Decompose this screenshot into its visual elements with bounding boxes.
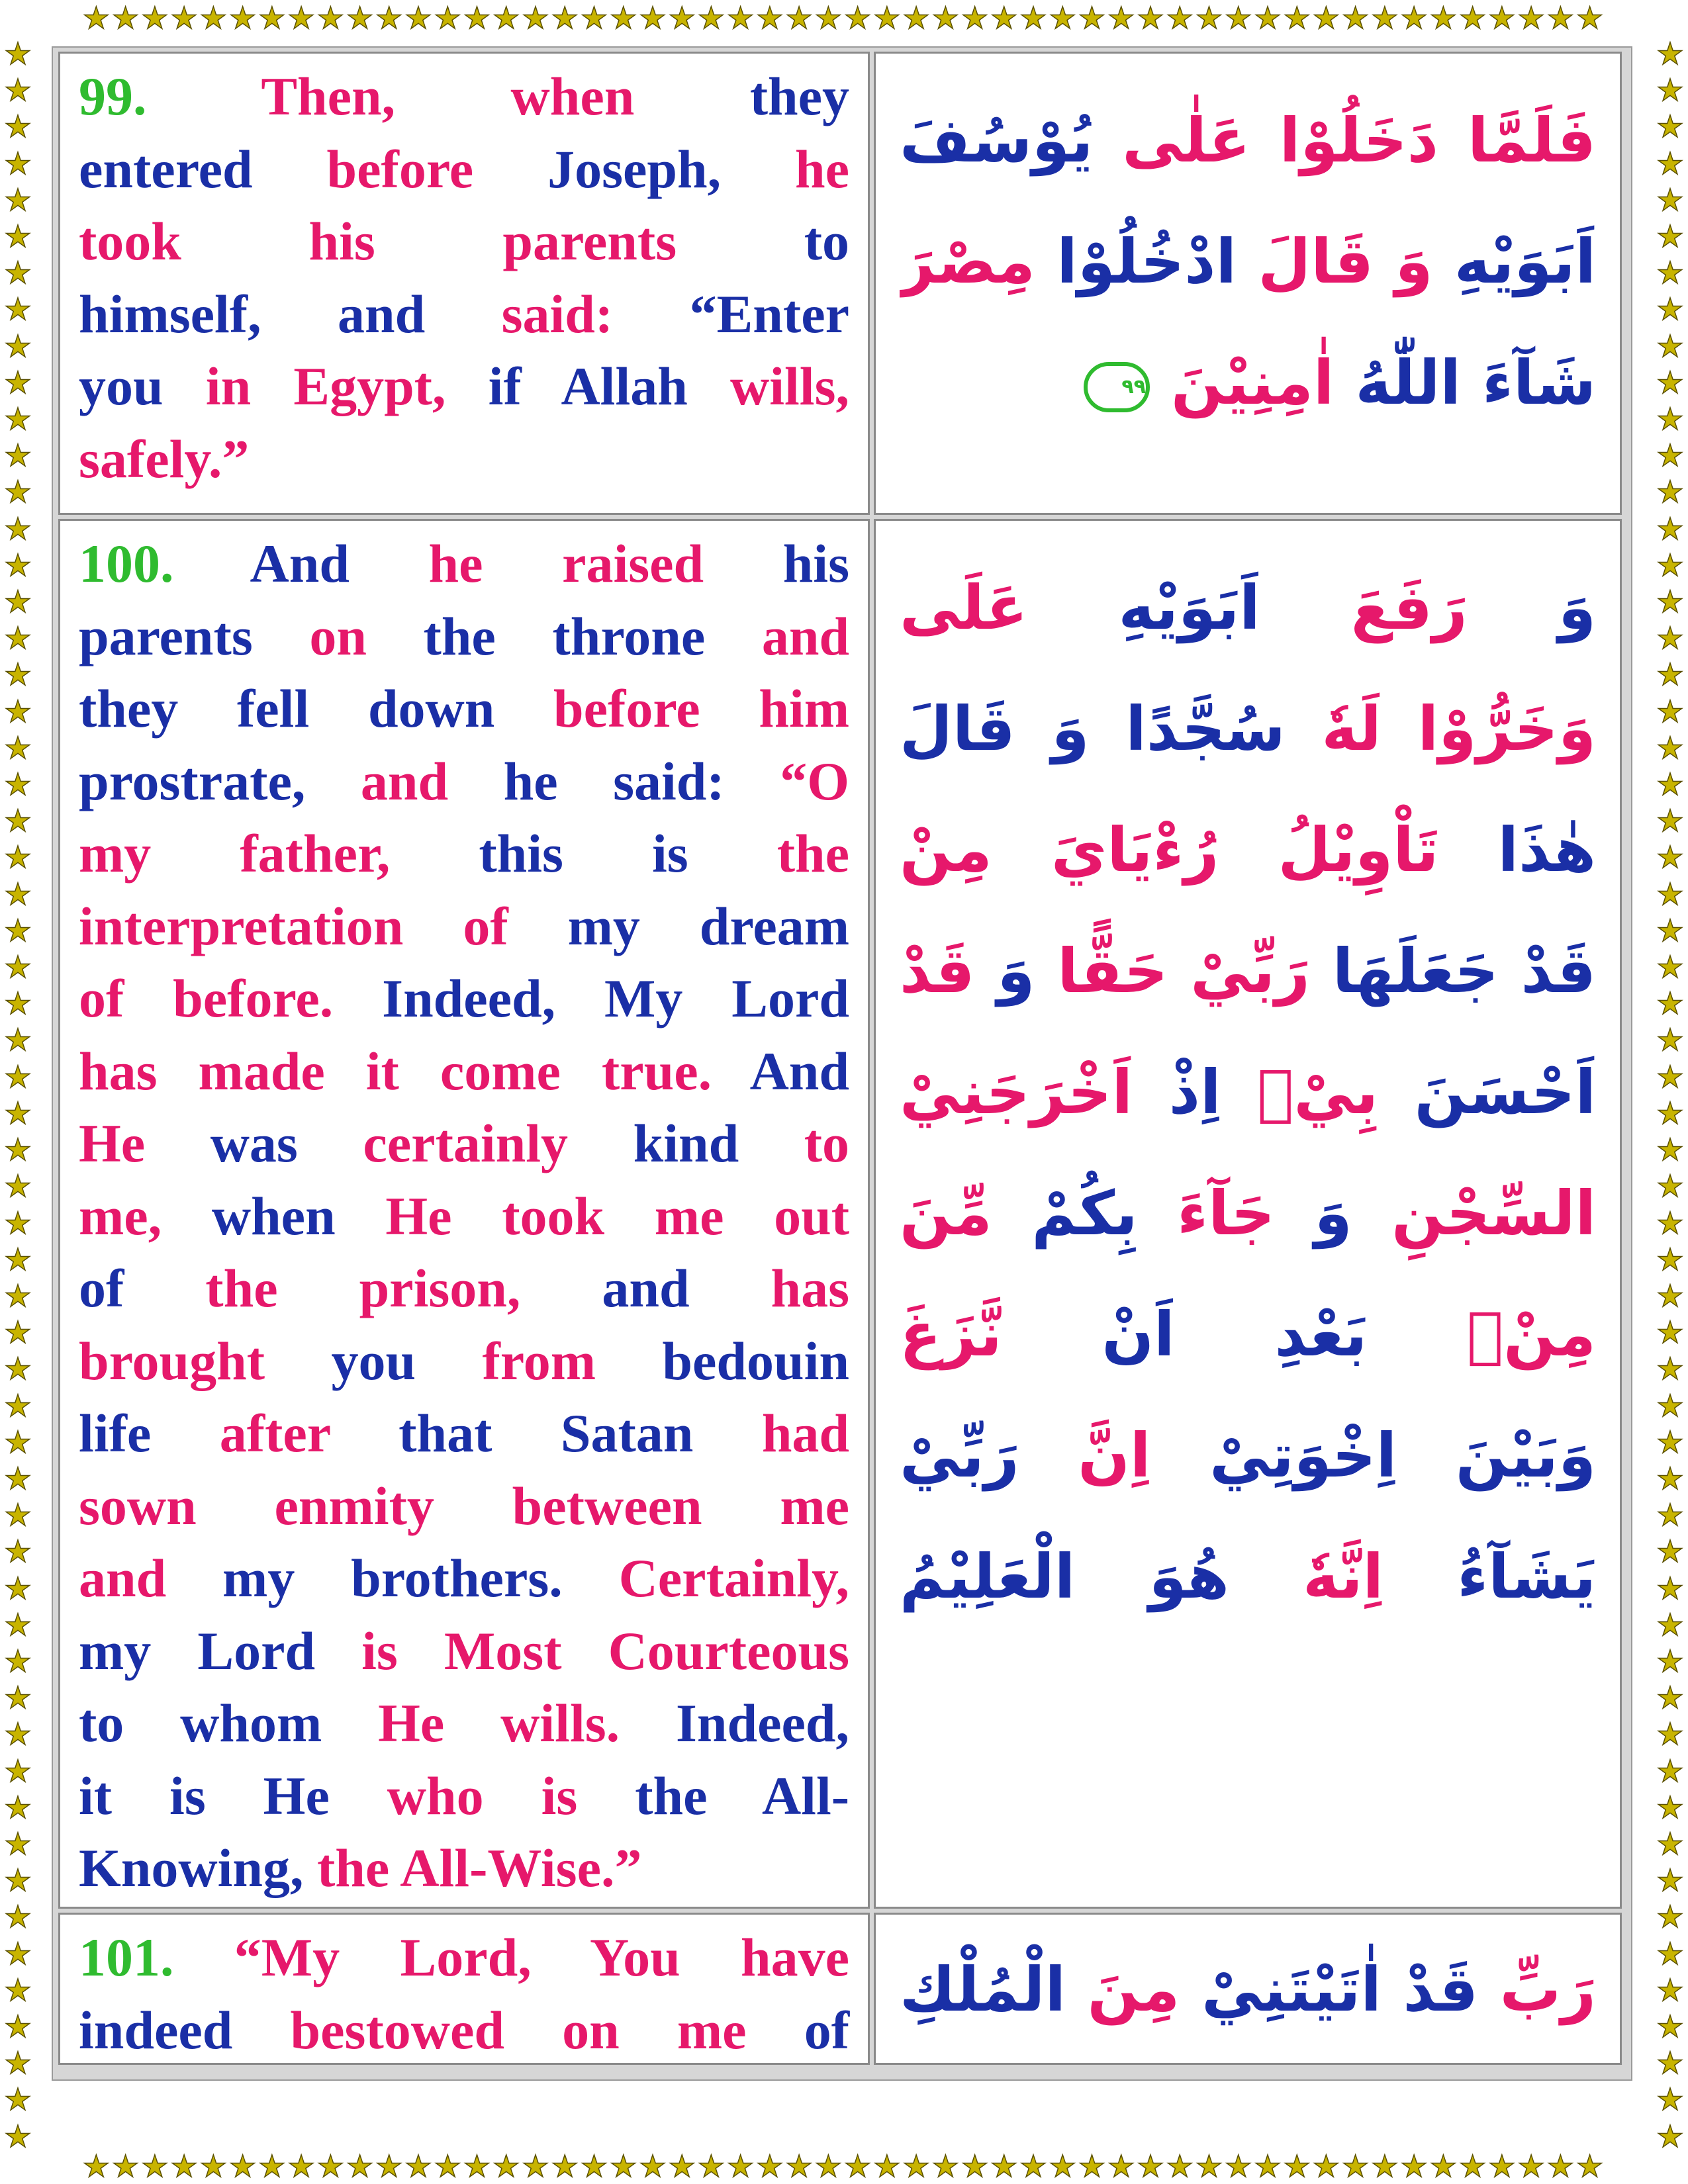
english-word: made bbox=[198, 1040, 325, 1101]
arabic-word: السِّجْنِ bbox=[1391, 1178, 1596, 1249]
english-word: in bbox=[205, 356, 252, 416]
english-word: he bbox=[428, 533, 483, 594]
verse-100-english-cell bbox=[58, 519, 870, 1909]
arabic-word: بَعْدِ bbox=[1274, 1299, 1368, 1370]
verse-100-arabic bbox=[900, 547, 1596, 1637]
arabic-word: رَبِّيْ bbox=[900, 1420, 1019, 1491]
arabic-word: اِنَّهٗ bbox=[1303, 1541, 1384, 1612]
verse-101-arabic-line bbox=[900, 1929, 1596, 2050]
english-word: of bbox=[804, 1999, 850, 2060]
arabic-word: اِخْوَتِيْ bbox=[1209, 1420, 1397, 1491]
verse-100-arabic-cell bbox=[874, 519, 1622, 1909]
english-word: has bbox=[771, 1258, 850, 1318]
verse-100-english-line bbox=[79, 1687, 849, 1760]
english-word: it bbox=[79, 1765, 113, 1826]
english-word: And bbox=[749, 1040, 849, 1101]
verse-101-english-cell bbox=[58, 1913, 870, 2065]
arabic-word: قَدْ bbox=[1403, 1954, 1478, 2025]
english-word: father, bbox=[240, 823, 391, 884]
english-word: me bbox=[677, 1999, 747, 2060]
english-word: parents bbox=[502, 211, 677, 271]
page-frame bbox=[52, 46, 1632, 2081]
english-word: sown bbox=[79, 1475, 197, 1536]
verse-99-english-line bbox=[79, 205, 849, 278]
english-word: “My bbox=[234, 1927, 340, 1987]
arabic-word: قَدْ bbox=[1521, 936, 1596, 1007]
english-word: Joseph, bbox=[547, 138, 722, 199]
verse-100-english-line bbox=[79, 1397, 849, 1470]
arabic-word: مِنْۢ bbox=[1467, 1299, 1596, 1370]
verse-100-english-line bbox=[79, 672, 849, 745]
arabic-word: وَبَيْنَ bbox=[1455, 1420, 1596, 1491]
english-word: throne bbox=[552, 606, 706, 666]
arabic-word: اَبَوَيْهِ bbox=[1454, 226, 1596, 297]
english-word: Indeed, bbox=[676, 1693, 850, 1753]
arabic-word: وَ bbox=[1051, 694, 1090, 764]
english-word: He bbox=[79, 1113, 146, 1173]
arabic-word: يُوْسُفَ bbox=[900, 105, 1094, 176]
verse-99-arabic bbox=[900, 80, 1596, 443]
verse-100-english-line bbox=[79, 962, 849, 1035]
english-word: Satan bbox=[560, 1403, 694, 1463]
arabic-word: مِنَ bbox=[1087, 1954, 1180, 2025]
english-word: on bbox=[562, 1999, 620, 2060]
star-border-left: ★★★★★★★★★★★★★★★★★★★★★★★★★★★★★★★★★★★★★★★★★★★★★★★★★★★★★★★★★★ bbox=[4, 36, 32, 2148]
english-word: took bbox=[502, 1185, 605, 1246]
verse-number: 100. bbox=[79, 533, 174, 594]
english-word: All- bbox=[761, 1765, 850, 1826]
english-word: is bbox=[541, 1765, 578, 1826]
arabic-word: وَ bbox=[1395, 226, 1433, 297]
english-word: indeed bbox=[79, 1999, 233, 2060]
english-word: bestowed bbox=[290, 1999, 504, 2060]
english-word: it bbox=[365, 1040, 399, 1101]
english-word: me bbox=[654, 1185, 724, 1246]
verse-101-english-line bbox=[79, 1921, 849, 1994]
english-word: from bbox=[482, 1330, 596, 1391]
english-word: down bbox=[367, 678, 495, 739]
arabic-word: مِصْرَ bbox=[900, 226, 1035, 297]
arabic-word: نَّزَغَ bbox=[900, 1299, 1002, 1370]
english-word: he bbox=[795, 138, 850, 199]
english-word: the bbox=[205, 1258, 278, 1318]
english-word: All-Wise.” bbox=[400, 1838, 642, 1898]
arabic-word: لَهٗ bbox=[1321, 694, 1382, 764]
arabic-word: مِنْ bbox=[900, 815, 992, 886]
arabic-word: جَعَلَهَا bbox=[1332, 936, 1499, 1007]
english-word: fell bbox=[236, 678, 310, 739]
arabic-word: اللّٰهُ bbox=[1355, 347, 1461, 418]
arabic-word: الْعَلِيْمُ bbox=[900, 1541, 1076, 1612]
verse-101-english-line bbox=[79, 1994, 849, 2067]
english-word: of bbox=[79, 968, 124, 1028]
english-word: to bbox=[804, 1113, 850, 1173]
english-word: my bbox=[79, 823, 152, 884]
arabic-word: هُوَ bbox=[1149, 1541, 1229, 1612]
english-word: and bbox=[602, 1258, 690, 1318]
english-word: He bbox=[378, 1693, 445, 1753]
verse-100-english-line bbox=[79, 890, 849, 963]
verse-100-arabic-line bbox=[900, 547, 1596, 668]
english-word: and bbox=[79, 1548, 167, 1608]
english-word: parents bbox=[79, 606, 253, 666]
english-word: and bbox=[761, 606, 850, 666]
star-border-top: ★★★★★★★★★★★★★★★★★★★★★★★★★★★★★★★★★★★★★★★★★★★★★★★★★★★★ bbox=[82, 0, 1606, 36]
english-word: he bbox=[503, 751, 558, 811]
verse-number: 101. bbox=[79, 1927, 174, 1987]
english-word: they bbox=[79, 678, 179, 739]
english-word: his bbox=[308, 211, 375, 271]
english-word: out bbox=[774, 1185, 850, 1246]
verse-100-english-line bbox=[79, 1542, 849, 1615]
verse-100-arabic-line bbox=[900, 1516, 1596, 1637]
english-word: Indeed, bbox=[382, 968, 556, 1028]
english-word: if bbox=[488, 356, 522, 416]
english-word: said: bbox=[501, 283, 614, 344]
arabic-word: اِنَّ bbox=[1078, 1420, 1151, 1491]
arabic-word: حَقًّا bbox=[1057, 936, 1168, 1007]
english-word: Lord bbox=[197, 1620, 316, 1681]
verse-99-arabic-cell bbox=[874, 52, 1622, 515]
arabic-word: اَحْسَنَ bbox=[1414, 1057, 1596, 1128]
english-word: prostrate, bbox=[79, 751, 306, 811]
arabic-word: بِيْۤ bbox=[1257, 1057, 1379, 1128]
arabic-word: اَنْ bbox=[1102, 1299, 1175, 1370]
english-word: had bbox=[761, 1403, 850, 1463]
english-word: dream bbox=[699, 895, 850, 956]
arabic-word: وَ bbox=[1314, 1178, 1352, 1249]
arabic-word: دَخَلُوْا bbox=[1279, 105, 1439, 176]
arabic-word: شَآءَ bbox=[1481, 347, 1596, 418]
english-word: bedouin bbox=[662, 1330, 850, 1391]
english-word: me bbox=[780, 1475, 850, 1536]
arabic-word: رَبِّيْ bbox=[1190, 936, 1310, 1007]
english-word: Lord, bbox=[400, 1927, 532, 1987]
english-word: of bbox=[463, 895, 508, 956]
english-word: “Enter bbox=[689, 283, 849, 344]
english-word: Courteous bbox=[608, 1620, 850, 1681]
verse-99-english-line bbox=[79, 133, 849, 206]
verse-100-english-line bbox=[79, 1107, 849, 1180]
arabic-word: هٰذَا bbox=[1497, 815, 1596, 886]
english-word: my bbox=[222, 1548, 295, 1608]
english-word: my bbox=[567, 895, 640, 956]
verse-99-english-line bbox=[79, 350, 849, 423]
verse-100-english-line bbox=[79, 1180, 849, 1253]
arabic-word: اٰتَيْتَنِيْ bbox=[1201, 1954, 1382, 2025]
english-word: is bbox=[361, 1620, 398, 1681]
english-word: He bbox=[385, 1185, 452, 1246]
arabic-word: قَدْ bbox=[900, 936, 975, 1007]
english-word: have bbox=[741, 1927, 849, 1987]
english-word: certainly bbox=[363, 1113, 569, 1173]
verse-101-arabic bbox=[900, 1929, 1596, 2050]
english-word: kind bbox=[633, 1113, 739, 1173]
verse-100-english-line bbox=[79, 527, 849, 600]
verse-99-arabic-line bbox=[900, 322, 1596, 443]
arabic-word: اِذْ bbox=[1168, 1057, 1221, 1128]
english-word: true. bbox=[601, 1040, 712, 1101]
verse-99-english-line bbox=[79, 423, 849, 496]
english-word: has bbox=[79, 1040, 158, 1101]
english-word: come bbox=[440, 1040, 561, 1101]
arabic-word: فَلَمَّا bbox=[1468, 105, 1596, 176]
english-word: “O bbox=[780, 751, 850, 811]
english-word: of bbox=[79, 1258, 124, 1318]
english-word: Certainly, bbox=[618, 1548, 850, 1608]
english-word: and bbox=[337, 283, 426, 344]
english-word: Lord bbox=[731, 968, 849, 1028]
arabic-word: تَاْوِيْلُ bbox=[1278, 815, 1439, 886]
english-word: was bbox=[210, 1113, 298, 1173]
arabic-word: قَالَ bbox=[900, 694, 1015, 764]
english-word: the bbox=[317, 1838, 390, 1898]
english-word: Most bbox=[444, 1620, 562, 1681]
verse-99-english-cell bbox=[58, 52, 870, 515]
arabic-word: اَبَوَيْهِ bbox=[1118, 572, 1260, 643]
english-word: You bbox=[589, 1927, 680, 1987]
star-border-right: ★★★★★★★★★★★★★★★★★★★★★★★★★★★★★★★★★★★★★★★★★★★★★★★★★★★★★★★★★★ bbox=[1656, 36, 1684, 2148]
english-word: me, bbox=[79, 1185, 162, 1246]
english-word: brought bbox=[79, 1330, 265, 1391]
english-word: the bbox=[423, 606, 496, 666]
english-word: is bbox=[652, 823, 688, 884]
arabic-word: الْمُلْكِ bbox=[900, 1954, 1066, 2025]
english-word: his bbox=[782, 533, 850, 594]
arabic-word: ادْخُلُوْا bbox=[1056, 226, 1237, 297]
english-word: him bbox=[759, 678, 850, 739]
arabic-word: رُءْيَايَ bbox=[1051, 815, 1219, 886]
english-word: the bbox=[776, 823, 850, 884]
arabic-word: سُجَّدًا bbox=[1125, 694, 1286, 764]
verse-100-arabic-line bbox=[900, 790, 1596, 911]
english-word: who bbox=[387, 1765, 484, 1826]
arabic-word: عَلٰى bbox=[1122, 105, 1250, 176]
arabic-word: رَفَعَ bbox=[1350, 572, 1468, 643]
arabic-word: وَ bbox=[997, 936, 1035, 1007]
english-word: Knowing, bbox=[79, 1838, 304, 1898]
english-word: to bbox=[79, 1693, 124, 1753]
english-word: And bbox=[250, 533, 350, 594]
english-word: whom bbox=[180, 1693, 322, 1753]
english-word: entered bbox=[79, 138, 253, 199]
english-word: raised bbox=[562, 533, 704, 594]
english-word: safely.” bbox=[79, 428, 250, 489]
english-word: this bbox=[479, 823, 563, 884]
english-word: before bbox=[326, 138, 474, 199]
english-word: and bbox=[360, 751, 449, 811]
arabic-word: قَالَ bbox=[1258, 226, 1374, 297]
verse-100-arabic-line bbox=[900, 668, 1596, 790]
verse-100-english-line bbox=[79, 1325, 849, 1398]
verse-99-arabic-line bbox=[900, 201, 1596, 322]
arabic-word: رَبِّ bbox=[1499, 1954, 1596, 2025]
english-word: Egypt, bbox=[293, 356, 446, 416]
english-word: life bbox=[79, 1403, 152, 1463]
english-word: wills. bbox=[500, 1693, 620, 1753]
verse-99-english-line bbox=[79, 60, 849, 133]
english-word: Allah bbox=[561, 356, 688, 416]
english-word: between bbox=[512, 1475, 702, 1536]
english-word: He bbox=[263, 1765, 330, 1826]
english-word: wills, bbox=[730, 356, 849, 416]
verse-100-english-line bbox=[79, 1252, 849, 1325]
verse-100-english-line bbox=[79, 600, 849, 673]
verse-100-arabic-line bbox=[900, 1274, 1596, 1395]
verse-100-arabic-line bbox=[900, 911, 1596, 1032]
english-word: interpretation bbox=[79, 895, 404, 956]
star-border-bottom: ★★★★★★★★★★★★★★★★★★★★★★★★★★★★★★★★★★★★★★★★★★★★★★★★★★★★ bbox=[82, 2148, 1606, 2184]
verse-100-arabic-line bbox=[900, 1032, 1596, 1153]
verse-100-arabic-line bbox=[900, 1395, 1596, 1516]
english-word: before bbox=[553, 678, 700, 739]
arabic-word: عَلَى bbox=[900, 572, 1028, 643]
arabic-word: وَخَرُّوْا bbox=[1417, 694, 1596, 764]
verse-100-english-line bbox=[79, 1035, 849, 1108]
english-word: when bbox=[510, 66, 635, 126]
arabic-word: مِّنَ bbox=[900, 1178, 992, 1249]
verse-100-english-line bbox=[79, 745, 849, 818]
verse-100-english-line bbox=[79, 1760, 849, 1833]
verse-100-english-line bbox=[79, 817, 849, 890]
verse-99-arabic-line bbox=[900, 80, 1596, 201]
english-word: my bbox=[79, 1620, 152, 1681]
verse-101-english bbox=[79, 1921, 849, 2066]
english-word: you bbox=[331, 1330, 416, 1391]
verse-99-english bbox=[79, 60, 849, 495]
english-word: when bbox=[211, 1185, 336, 1246]
arabic-word: اٰمِنِيْنَ bbox=[1171, 347, 1335, 418]
verse-number: 99. bbox=[79, 66, 147, 126]
verse-100-english-line bbox=[79, 1470, 849, 1543]
verse-100-english bbox=[79, 527, 849, 1905]
english-word: that bbox=[399, 1403, 492, 1463]
english-word: you bbox=[79, 356, 164, 416]
arabic-word: اَخْرَجَنِيْ bbox=[900, 1057, 1133, 1128]
english-word: is bbox=[169, 1765, 206, 1826]
arabic-word: بِكُمْ bbox=[1031, 1178, 1138, 1249]
verse-99-english-line bbox=[79, 278, 849, 351]
english-word: enmity bbox=[274, 1475, 434, 1536]
english-word: brothers. bbox=[351, 1548, 563, 1608]
verse-100-english-line bbox=[79, 1615, 849, 1688]
english-word: prison, bbox=[359, 1258, 521, 1318]
arabic-word: جَآءَ bbox=[1177, 1178, 1275, 1249]
english-word: Then, bbox=[261, 66, 396, 126]
english-word: after bbox=[219, 1403, 330, 1463]
english-word: they bbox=[749, 66, 849, 126]
verse-100-arabic-line bbox=[900, 1153, 1596, 1274]
verse-101-arabic-cell bbox=[874, 1913, 1622, 2065]
english-word: My bbox=[604, 968, 683, 1028]
english-word: the bbox=[635, 1765, 708, 1826]
english-word: said: bbox=[613, 751, 725, 811]
verse-100-english-line bbox=[79, 1832, 849, 1905]
english-word: on bbox=[309, 606, 367, 666]
english-word: to bbox=[804, 211, 850, 271]
english-word: himself, bbox=[79, 283, 261, 344]
ayah-end-marker-icon: ٩٩ bbox=[1084, 362, 1150, 412]
english-word: before. bbox=[173, 968, 334, 1028]
english-word: took bbox=[79, 211, 181, 271]
arabic-word: يَشَآءُ bbox=[1457, 1541, 1596, 1612]
arabic-word: وَ bbox=[1558, 572, 1596, 643]
